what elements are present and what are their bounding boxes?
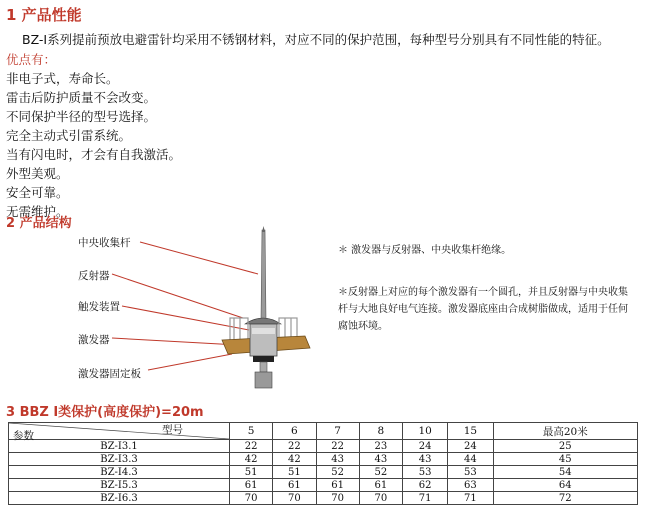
value-cell: 53	[403, 466, 448, 479]
reflector	[245, 318, 281, 324]
value-cell: 42	[273, 453, 316, 466]
value-cell: 23	[359, 440, 402, 453]
value-cell: 63	[448, 479, 493, 492]
column-header: 6	[273, 423, 316, 440]
central-rod	[261, 230, 266, 320]
value-cell: 61	[359, 479, 402, 492]
value-cell: 25	[493, 440, 637, 453]
value-cell: 22	[230, 440, 273, 453]
value-cell: 51	[230, 466, 273, 479]
table-header-row	[9, 423, 638, 440]
section1-title: 1 产品性能	[6, 6, 82, 24]
value-cell: 71	[403, 492, 448, 505]
label-exciter-plate: 激发器固定板	[78, 368, 141, 380]
value-cell: 43	[359, 453, 402, 466]
column-header: 5	[230, 423, 273, 440]
structure-note-2: ＊反射器上对应的每个激发器有一个圆孔，并且反射器与中央收集杆与大地良好电气连接。激发器底座由合成树脂做成，适用于任何腐蚀环境。	[338, 287, 628, 332]
value-cell: 51	[273, 466, 316, 479]
value-cell: 24	[448, 440, 493, 453]
table-row	[9, 466, 638, 479]
label-trigger: 触发装置	[78, 301, 120, 313]
label-central-rod: 中央收集杆	[78, 237, 131, 249]
value-cell: 64	[493, 479, 637, 492]
value-cell: 44	[448, 453, 493, 466]
protection-radius-table	[8, 422, 638, 505]
lightning-rod-illustration	[0, 220, 330, 400]
column-header: 最高20米	[493, 423, 637, 440]
value-cell: 70	[316, 492, 359, 505]
model-cell: BZ-Ⅰ3.1	[9, 440, 230, 453]
value-cell: 61	[273, 479, 316, 492]
table-row	[9, 479, 638, 492]
structure-note-1: ＊ 激发器与反射器、中央收集杆绝缘。	[338, 245, 512, 256]
label-exciter: 激发器	[78, 334, 110, 346]
feature-item: 安全可靠。	[6, 185, 69, 200]
value-cell: 52	[316, 466, 359, 479]
value-cell: 24	[403, 440, 448, 453]
value-cell: 70	[273, 492, 316, 505]
table-row	[9, 492, 638, 505]
model-cell: BZ-Ⅰ6.3	[9, 492, 230, 505]
value-cell: 62	[403, 479, 448, 492]
value-cell: 43	[403, 453, 448, 466]
model-cell: BZ-Ⅰ4.3	[9, 466, 230, 479]
value-cell: 61	[316, 479, 359, 492]
feature-item: 完全主动式引雷系统。	[6, 128, 132, 143]
corner-model-label: 型号	[162, 424, 183, 436]
value-cell: 71	[448, 492, 493, 505]
feature-item: 外型美观。	[6, 166, 69, 181]
table-row	[9, 440, 638, 453]
column-header: 7	[316, 423, 359, 440]
advantages-heading: 优点有：	[6, 52, 57, 67]
feature-item: 雷击后防护质量不会改变。	[6, 90, 157, 105]
section3-title: 3 BBZ I类保护(高度保护)=20m	[6, 405, 204, 420]
value-cell: 42	[230, 453, 273, 466]
table-row	[9, 453, 638, 466]
value-cell: 53	[448, 466, 493, 479]
value-cell: 45	[493, 453, 637, 466]
value-cell: 70	[230, 492, 273, 505]
value-cell: 54	[493, 466, 637, 479]
section2-title: 2 产品结构	[6, 216, 72, 231]
model-cell: BZ-Ⅰ3.3	[9, 453, 230, 466]
corner-param-label: 参数	[13, 430, 34, 442]
corner-header-cell	[9, 423, 230, 440]
feature-item: 当有闪电时，才会有自我激活。	[6, 147, 182, 162]
value-cell: 22	[316, 440, 359, 453]
column-header: 15	[448, 423, 493, 440]
feature-item: 非电子式，寿命长。	[6, 71, 119, 86]
feature-item: 无需维护。	[6, 204, 69, 219]
section1-intro: BZ-Ⅰ系列提前预放电避雷针均采用不锈钢材料，对应不同的保护范围，每种型号分别具有不同性能的特征。	[22, 32, 610, 47]
column-header: 10	[403, 423, 448, 440]
value-cell: 72	[493, 492, 637, 505]
feature-item: 不同保护半径的型号选择。	[6, 109, 157, 124]
column-header: 8	[359, 423, 402, 440]
value-cell: 43	[316, 453, 359, 466]
model-cell: BZ-Ⅰ5.3	[9, 479, 230, 492]
label-reflector: 反射器	[78, 270, 110, 282]
value-cell: 61	[230, 479, 273, 492]
value-cell: 22	[273, 440, 316, 453]
value-cell: 70	[359, 492, 402, 505]
value-cell: 52	[359, 466, 402, 479]
